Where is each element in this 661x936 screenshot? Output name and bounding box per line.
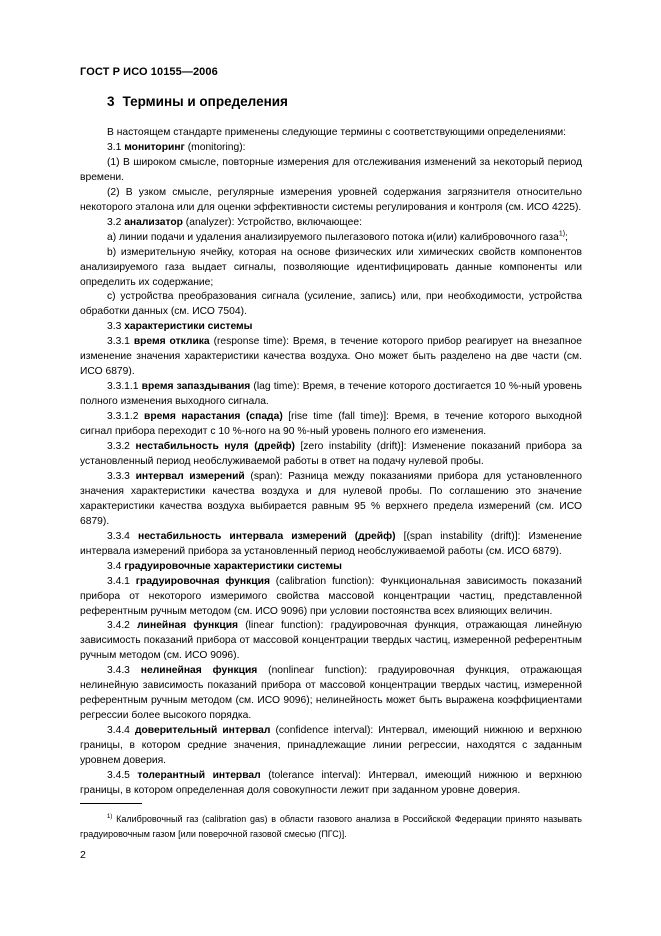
term: время запаздывания — [141, 381, 251, 393]
footnote-text: Калибровочный газ (calibration gas) в области газового анализа в Российской Федерации принято называть градуировочным газом [или поверочной газовой смесью (ПГС)]. — [80, 814, 582, 839]
definition: (calibration function): Функциональная зависимость показаний прибора от некоторого измеримого свойства массовой концентрации частиц, представленной референтным ручным методом (см. ИСО 9096) при условии постоянства всех влияющих величин. — [80, 575, 583, 617]
clause-number: 3.4.4 — [107, 725, 135, 737]
section-title-text: Термины и определения — [122, 94, 288, 109]
paragraph-3-4 — [80, 560, 582, 575]
paragraph-3-1-1: (1) В широком смысле, повторные измерения для отслеживания изменений за некоторый период времени. — [80, 156, 582, 183]
term: нестабильность интервала измерений (дрейф) — [137, 530, 396, 542]
definition: (tolerance interval): Интервал, имеющий нижнюю и верхнюю границы, в котором определенная доля совокупности лежит при заданном уровне доверия. — [80, 769, 582, 796]
paragraph-3-2-b: b) измерительную ячейку, которая на основе физических или химических свойств компонентов анализируемого газа выдает сигналы, позволяющие идентифицировать данные компоненты или определить их содержание; — [80, 246, 582, 288]
paragraph-3-4-5 — [80, 769, 582, 799]
definition: (span): Разница между показаниями прибора для установленного значения характеристики качества воздуха и для нулевой пробы. По соглашению это значение характеристики качества воздуха выбирается равным 95 % верхнего предела измерений (см. ИСО 6879). — [80, 470, 582, 527]
definition: [rise time (fall time)]: Время, в течение которого выходной сигнал прибора переходит с 10 %-ного на 90 %-ный уровень полного его изменения. — [80, 411, 582, 438]
clause-number: 3.3 — [107, 321, 125, 333]
clause-number: 3.3.1.1 — [107, 381, 142, 393]
section-number: 3 — [107, 94, 115, 109]
clause-number: 3.1 — [107, 141, 125, 153]
paragraph-3-3 — [80, 320, 582, 335]
term: нестабильность нуля (дрейф) — [135, 441, 295, 453]
paragraph-3-4-1 — [80, 575, 582, 620]
term: интервал измерений — [135, 470, 245, 482]
intro-paragraph: В настоящем стандарте применены следующие термины с соответствующими определениями: — [107, 127, 567, 138]
paragraph-3-1 — [80, 141, 582, 156]
section-heading — [107, 94, 288, 109]
clause-number: 3.2 — [107, 216, 125, 228]
definition: [(span instability (drift)]: Изменение интервала измерений прибора за установленный период необслуживаемой работы (см. ИСО 6879). — [80, 530, 583, 557]
paragraph-3-3-1 — [80, 335, 582, 380]
clause-number: 3.4.5 — [107, 769, 138, 781]
definition: [zero instability (drift)]: Изменение показаний прибора за установленный период необслуживаемой работы в ответ на подачу нулевой пробы. — [80, 441, 583, 467]
footnote-divider — [80, 803, 142, 804]
paragraph-3-3-4 — [80, 530, 582, 560]
term: время нарастания (спада) — [144, 411, 283, 423]
list-item-tail: ; — [565, 231, 568, 243]
clause-number: 3.4.2 — [107, 620, 138, 632]
clause-number: 3.3.1 — [107, 336, 134, 348]
term: градуировочная функция — [135, 575, 270, 587]
clause-number: 3.4 — [107, 560, 125, 572]
term: анализатор — [124, 216, 183, 228]
paragraph-3-3-1-1 — [80, 380, 582, 410]
definition: (lag time): Время, в течение которого достигается 10 %-ный уровень полного изменения выходного сигнала. — [80, 381, 582, 408]
definition: (linear function): градуировочная функция, отражающая линейную зависимость показаний прибора от массовой концентрации твердых частиц, измеренной референтным ручным методом (см. ИСО 9096). — [80, 620, 582, 662]
definition: (nonlinear function): градуировочная функция, отражающая нелинейную зависимость показаний прибора от массовой концентрации твердых частиц, измеренной референтным ручным методом (см. ИСО 9096); нелинейность может быть выражена коэффициентами регрессии более высокого порядка. — [80, 665, 583, 722]
list-item-text: а) линии подачи и удаления анализируемого пылегазового потока и(или) калибровочного газа — [107, 231, 559, 243]
paragraph-3-1-2: (2) В узком смысле, регулярные измерения уровней содержания загрязнителя относительно некоторого эталона или для оценки эффективности системы регулирования и контроля (см. ИСО 4225). — [80, 186, 582, 213]
clause-number: 3.3.3 — [107, 470, 136, 482]
paragraph-3-2-a — [80, 231, 582, 246]
paragraph-3-3-1-2 — [80, 410, 582, 440]
paragraph-3-4-3 — [80, 664, 582, 724]
term: градуировочные характеристики системы — [124, 560, 342, 572]
term: линейная функция — [137, 620, 239, 632]
document-header: ГОСТ Р ИСО 10155—2006 — [80, 66, 218, 78]
clause-number: 3.3.2 — [107, 441, 136, 453]
term: нелинейная функция — [140, 665, 258, 677]
definition: (confidence interval): Интервал, имеющий нижнюю и верхнюю границы, в котором средние значения, принадлежащие линии регрессии, находятся с заданным уровнем доверия. — [80, 725, 582, 767]
clause-number: 3.4.3 — [107, 665, 141, 677]
clause-number: 3.3.4 — [107, 530, 138, 542]
footnote-mark: 1) — [107, 814, 113, 820]
paragraph-3-4-4 — [80, 724, 582, 769]
clause-number: 3.3.1.2 — [107, 411, 145, 423]
paragraph-3-4-2 — [80, 619, 582, 664]
document-body — [80, 126, 582, 799]
paragraph-3-2 — [80, 216, 582, 231]
term: время отклика — [133, 336, 210, 348]
page-number: 2 — [80, 849, 86, 861]
definition: (analyzer): Устройство, включающее: — [182, 216, 362, 228]
term: доверительный интервал — [134, 725, 271, 737]
term: толерантный интервал — [137, 769, 261, 781]
term: характеристики системы — [124, 321, 253, 333]
paragraph-3-3-2 — [80, 440, 582, 470]
clause-number: 3.4.1 — [107, 575, 136, 587]
term: мониторинг — [124, 141, 185, 153]
definition: (response time): Время, в течение которого прибор реагирует на внезапное изменение значения характеристики качества воздуха. Оно может быть разделено на две части (см. ИСО 6879). — [80, 336, 583, 378]
paragraph-3-3-3 — [80, 470, 582, 530]
footnote — [80, 812, 582, 842]
definition: (monitoring): — [184, 141, 246, 153]
footnote-reference: 1) — [558, 230, 566, 238]
paragraph-3-2-c: c) устройства преобразования сигнала (усиление, запись) или, при необходимости, устройства обработки данных (см. ИСО 7504). — [80, 291, 582, 318]
